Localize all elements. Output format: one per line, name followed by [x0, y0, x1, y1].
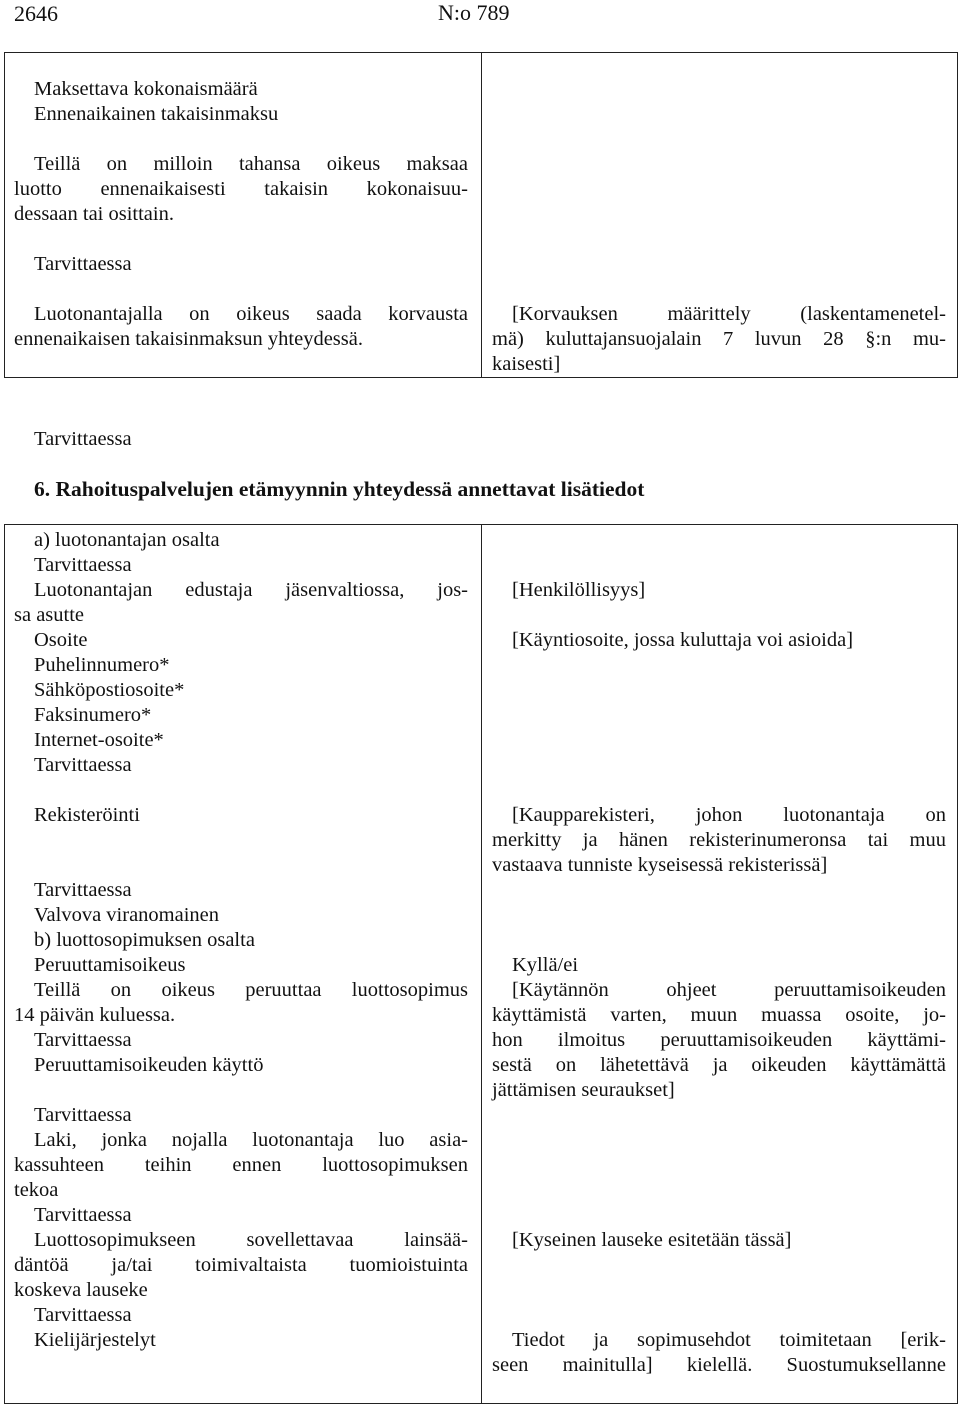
trade-register-value-line: merkitty ja hänen rekisterinumeronsa tai muu — [492, 829, 946, 851]
total-amount-label: Maksettava kokonaismäärä — [34, 78, 258, 100]
language-value-line: seen mainitulla] kielellä. Suostumuksellanne — [492, 1354, 946, 1376]
language-arrangements-label: Kielijärjestelyt — [34, 1329, 156, 1351]
web-address-label: Internet-osoite* — [34, 729, 164, 751]
registration-label: Rekisteröinti — [34, 804, 140, 826]
if-applicable-label: Tarvittaessa — [34, 428, 132, 450]
issue-number: N:o 789 — [438, 0, 510, 25]
compensation-text-line: ennenaikaisen takaisinmaksun yhteydessä. — [14, 328, 363, 350]
applicable-law-label-line: Laki, jonka nojalla luotonantaja luo asia- — [34, 1129, 468, 1151]
jurisdiction-clause-label-line: koskeva lauseke — [14, 1279, 148, 1301]
visiting-address-value: [Käyntiosoite, jossa kuluttaja voi asioida] — [512, 629, 854, 651]
identity-value: [Henkilöllisyys] — [512, 579, 646, 601]
trade-register-value-line: vastaava tunniste kyseisessä rekisterissä] — [492, 854, 828, 876]
early-repayment-text-line: luotto ennenaikaisesti takaisin kokonaisuu- — [14, 178, 468, 200]
withdrawal-instructions-line: jättämisen seuraukset] — [492, 1079, 675, 1101]
withdrawal-instructions-line: [Käytännön ohjeet peruuttamisoikeuden — [512, 979, 946, 1001]
withdrawal-instructions-line: hon ilmoitus peruuttamisoikeuden käyttämi- — [492, 1029, 946, 1051]
compensation-definition-line: [Korvauksen määrittely (laskentamenetel- — [512, 303, 946, 325]
applicable-law-label-line: tekoa — [14, 1179, 59, 1201]
trade-register-value-line: [Kaupparekisteri, johon luotonantaja on — [512, 804, 946, 826]
jurisdiction-clause-label-line: däntöä ja/tai toimivaltaista tuomioistuinta — [14, 1254, 468, 1276]
early-repayment-text-line: dessaan tai osittain. — [14, 203, 174, 225]
early-repayment-label: Ennenaikainen takaisinmaksu — [34, 103, 279, 125]
right-of-withdrawal-label: Peruuttamisoikeus — [34, 954, 186, 976]
table-1-column-divider — [481, 52, 482, 378]
withdrawal-instructions-line: käyttämistä varten, muun muassa osoite, jo- — [492, 1004, 946, 1026]
if-applicable-label: Tarvittaessa — [34, 1304, 132, 1326]
compensation-definition-line: kaisesti] — [492, 353, 561, 375]
table-2-column-divider — [481, 524, 482, 1404]
clause-value: [Kyseinen lauseke esitetään tässä] — [512, 1229, 792, 1251]
if-applicable-label: Tarvittaessa — [34, 754, 132, 776]
representative-label-line: sa asutte — [14, 604, 85, 626]
withdrawal-text-line: Teillä on oikeus peruuttaa luottosopimus — [34, 979, 468, 1001]
jurisdiction-clause-label-line: Luottosopimukseen sovellettavaa lainsää- — [34, 1229, 468, 1251]
if-applicable-label: Tarvittaessa — [34, 253, 132, 275]
compensation-definition-line: mä) kuluttajansuojalain 7 luvun 28 §:n mu- — [492, 328, 946, 350]
email-label: Sähköpostiosoite* — [34, 679, 185, 701]
applicable-law-label-line: kassuhteen teihin ennen luottosopimuksen — [14, 1154, 468, 1176]
fax-label: Faksinumero* — [34, 704, 152, 726]
exercise-of-withdrawal-label: Peruuttamisoikeuden käyttö — [34, 1054, 264, 1076]
compensation-text-line: Luotonantajalla on oikeus saada korvausta — [34, 303, 468, 325]
phone-label: Puhelinnumero* — [34, 654, 170, 676]
section-6-heading: 6. Rahoituspalvelujen etämyynnin yhteydessä annettavat lisätiedot — [34, 477, 645, 501]
representative-label-line: Luotonantajan edustaja jäsenvaltiossa, jos- — [34, 579, 468, 601]
if-applicable-label: Tarvittaessa — [34, 554, 132, 576]
withdrawal-text-line: 14 päivän kuluessa. — [14, 1004, 176, 1026]
supervisory-authority-label: Valvova viranomainen — [34, 904, 220, 926]
if-applicable-label: Tarvittaessa — [34, 1104, 132, 1126]
credit-agreement-section-label: b) luottosopimuksen osalta — [34, 929, 255, 951]
if-applicable-label: Tarvittaessa — [34, 879, 132, 901]
page-number: 2646 — [14, 1, 58, 26]
address-label: Osoite — [34, 629, 88, 651]
yes-no-value: Kyllä/ei — [512, 954, 579, 976]
language-value-line: Tiedot ja sopimusehdot toimitetaan [erik- — [512, 1329, 946, 1351]
if-applicable-label: Tarvittaessa — [34, 1204, 132, 1226]
withdrawal-instructions-line: sestä on lähetettävä ja oikeuden käyttämättä — [492, 1054, 946, 1076]
if-applicable-label: Tarvittaessa — [34, 1029, 132, 1051]
early-repayment-text-line: Teillä on milloin tahansa oikeus maksaa — [34, 153, 468, 175]
creditor-section-label: a) luotonantajan osalta — [34, 529, 220, 551]
